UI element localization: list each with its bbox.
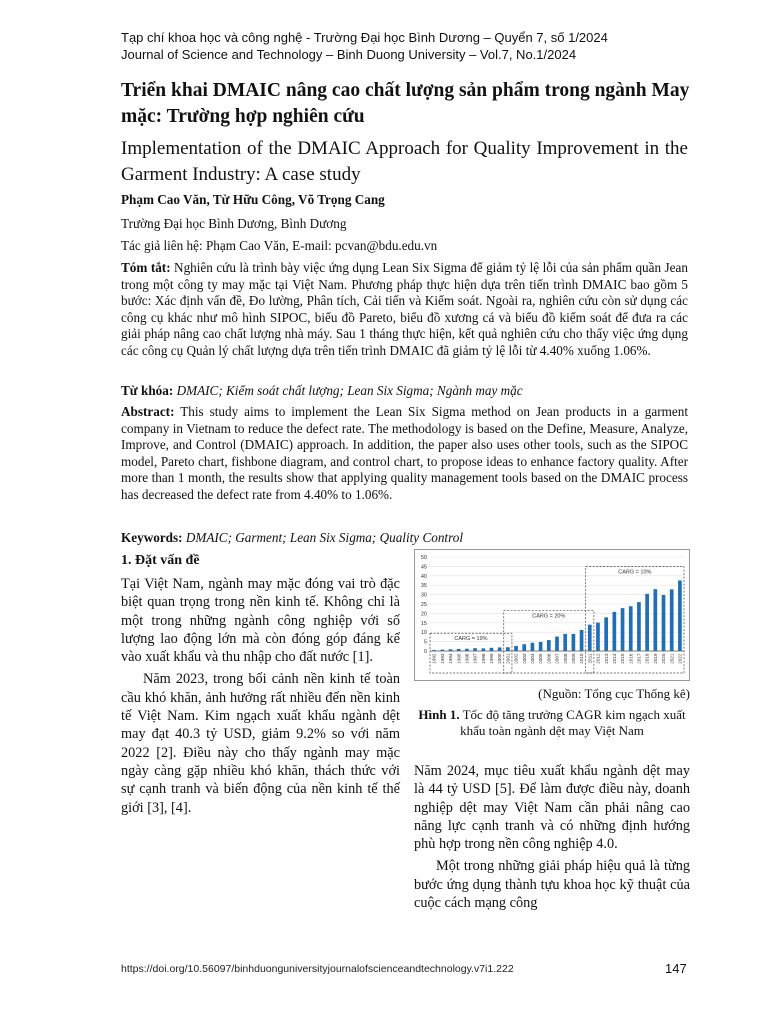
bar [670, 589, 674, 651]
y-tick-label: 30 [420, 592, 427, 599]
bar [514, 646, 518, 651]
x-tick-label: 2008 [562, 653, 568, 664]
bar [457, 649, 461, 651]
bar [572, 634, 576, 651]
bar [555, 637, 559, 651]
paragraph: Một trong những giải pháp hiệu quả là từng bước ứng dụng thành tựu khoa học kỹ thuật của cuộc cách mạng công [414, 858, 690, 912]
x-tick-label: 2018 [644, 653, 650, 664]
y-tick-label: 40 [420, 573, 427, 580]
y-tick-label: 5 [423, 639, 427, 646]
bar [498, 647, 502, 651]
x-tick-label: 1994 [448, 653, 454, 664]
x-tick-label: 2014 [611, 653, 617, 664]
figure-caption-text: Tốc độ tăng trưởng CAGR kim ngạch xuất khẩu toàn ngành dệt may Việt Nam [459, 707, 686, 738]
x-tick-label: 1997 [472, 653, 478, 664]
x-tick-label: 2001 [505, 653, 511, 664]
x-tick-label: 2005 [538, 653, 544, 664]
x-tick-label: 1998 [480, 653, 486, 664]
x-tick-label: 2016 [628, 653, 634, 664]
x-tick-label: 1992 [431, 653, 437, 664]
bar [604, 617, 608, 651]
bar [522, 644, 526, 651]
x-tick-label: 2015 [620, 653, 626, 664]
figure-caption-label: Hình 1. [418, 707, 460, 722]
bar [481, 648, 485, 651]
x-tick-label: 2000 [497, 653, 503, 664]
paragraph: Năm 2023, trong bối cảnh nền kinh tế toàn cầu khó khăn, ảnh hưởng rất nhiều đến nền kinh tế Việt Nam. Kim ngạch xuất khẩu ngành dệt may đạt 40.3 tỷ USD, giảm 9.2% so với năm 2022 [2]. Điều này cho thấy ngành may mặc ngày càng gặp nhiều khó khăn, thách thức với sự cạnh tranh và biến động của nền kinh tế thế giới [3], [4]. [121, 671, 400, 816]
journal-header-vi: Tạp chí khoa học và công nghệ - Trường Đại học Bình Dương – Quyển 7, số 1/2024 [121, 30, 608, 45]
x-tick-label: 2017 [636, 653, 642, 664]
y-tick-label: 0 [423, 649, 427, 655]
x-tick-label: 2011 [587, 653, 593, 664]
x-tick-label: 2019 [652, 653, 658, 664]
corresponding-author: Tác giả liên hệ: Phạm Cao Văn, E-mail: pcvan@bdu.edu.vn [121, 238, 438, 253]
abstract-en [121, 404, 688, 504]
bar [596, 623, 600, 651]
right-column [414, 762, 690, 912]
authors: Phạm Cao Văn, Từ Hữu Công, Võ Trọng Cang [121, 192, 385, 207]
bar [490, 648, 494, 651]
y-tick-label: 15 [420, 620, 427, 627]
abstract-en-label: Abstract: [121, 404, 175, 419]
bar [539, 642, 543, 651]
x-tick-label: 2004 [530, 653, 536, 664]
x-tick-label: 2020 [661, 653, 667, 664]
cagr-label: CARG = 19% [454, 636, 488, 643]
bar [621, 608, 625, 651]
page-number: 147 [665, 961, 687, 976]
y-tick-label: 10 [420, 630, 427, 637]
paragraph: Tại Việt Nam, ngành may mặc đóng vai trò đặc biệt quan trọng trong nền kinh tế. Không chỉ là một trong những ngành công nghiệp với số lượng lao động lớn mà còn đóng góp đáng kể vào xuất khẩu và thu nhập cho đất nước [1]. [121, 576, 400, 666]
x-tick-label: 1995 [456, 653, 462, 664]
x-tick-label: 1993 [439, 653, 445, 664]
bar [473, 648, 477, 651]
paragraph: Năm 2024, mục tiêu xuất khẩu ngành dệt may là 44 tỷ USD [5]. Để làm được điều này, doanh nghiệp dệt may Việt Nam cần phải nâng cao năng lực cạnh tranh và có những định hướng phù hợp trong nền công nghiệp 4.0. [414, 763, 690, 853]
bar [440, 650, 444, 651]
cagr-label: CARG = 10% [618, 569, 652, 576]
bar [449, 649, 453, 651]
abstract-vi-label: Tóm tắt: [121, 260, 171, 275]
x-tick-label: 2010 [579, 653, 585, 664]
bar [653, 589, 657, 651]
bar [531, 643, 535, 651]
bar [662, 595, 666, 651]
abstract-vi [121, 260, 688, 360]
y-tick-label: 35 [420, 583, 427, 590]
cagr-label: CARG = 20% [532, 613, 566, 620]
title-vietnamese: Triển khai DMAIC nâng cao chất lượng sản phẩm trong ngành May mặc: Trường hợp nghiên cứu [121, 80, 690, 127]
y-tick-label: 25 [420, 602, 427, 608]
doi-link[interactable]: https://doi.org/10.56097/binhduonguniversityjournalofscienceandtechnology.v7i1.222 [121, 963, 514, 975]
figure-source: (Nguồn: Tổng cục Thống kê) [538, 686, 690, 701]
section-heading: 1. Đặt vấn đề [121, 553, 200, 568]
y-tick-label: 45 [420, 564, 427, 571]
bar [506, 647, 510, 651]
y-tick-label: 20 [420, 611, 427, 618]
x-tick-label: 2012 [595, 653, 601, 664]
bar-chart [414, 549, 690, 681]
keywords-vi-text: DMAIC; Kiểm soát chất lượng; Lean Six Sigma; Ngành may mặc [173, 383, 523, 398]
abstract-en-text: This study aims to implement the Lean Six Sigma method on Jean products in a garment company in Vietnam to reduce the defect rate. The methodology is based on the Define, Measure, Analyze, Improve, and Control (DMAIC) approach. In addition, the paper also uses other tools, such as the SIPOC model, Pareto chart, fishbone diagram, and control chart, to propose ideas to enhance factory quality. After more than 1 month, the results show that applying quality management tools based on the DMAIC process has decreased the defect rate from 4.40% to 1.06%. [121, 404, 688, 502]
bar [629, 606, 633, 651]
x-tick-label: 1996 [464, 653, 470, 664]
affiliation: Trường Đại học Bình Dương, Bình Dương [121, 216, 347, 231]
keywords-vi-label: Từ khóa: [121, 383, 174, 398]
keywords-en-text: DMAIC; Garment; Lean Six Sigma; Quality Control [182, 530, 463, 545]
x-tick-label: 2022 [677, 653, 683, 664]
x-tick-label: 1999 [489, 653, 495, 664]
bar [613, 612, 617, 651]
keywords-en-label: Keywords: [121, 530, 183, 545]
journal-header-en: Journal of Science and Technology – Binh Duong University – Vol.7, No.1/2024 [121, 47, 577, 62]
bar [465, 649, 469, 651]
left-column [121, 575, 400, 817]
x-tick-label: 2009 [570, 653, 576, 664]
x-tick-label: 2007 [554, 653, 560, 664]
bar [563, 634, 567, 651]
bar [645, 594, 649, 651]
title-english: Implementation of the DMAIC Approach for Quality Improvement in the Garment Industry: A case study [121, 138, 688, 185]
x-tick-label: 2002 [513, 653, 519, 664]
bar [580, 630, 584, 651]
keywords-vi [121, 383, 688, 400]
keywords-en [121, 530, 688, 547]
bar [637, 602, 641, 651]
bar [678, 581, 682, 652]
x-tick-label: 2003 [521, 653, 527, 664]
bar [588, 625, 592, 651]
bar [547, 640, 551, 651]
x-tick-label: 2021 [669, 653, 675, 664]
y-tick-label: 50 [420, 555, 427, 561]
x-tick-label: 2006 [546, 653, 552, 664]
bar [432, 650, 436, 651]
x-tick-label: 2013 [603, 653, 609, 664]
figure-caption [414, 707, 690, 739]
abstract-vi-text: Nghiên cứu là trình bày việc ứng dụng Lean Six Sigma để giảm tỷ lệ lỗi của sản phẩm quần Jean trong một công ty may mặc tại Việt Nam. Phương pháp thực hiện dựa trên tiến trình DMAIC bao gồm 5 bước: Xác định vấn đề, Đo lường, Phân tích, Cải tiến và Kiểm soát. Ngoài ra, nghiên cứu còn sử dụng các công cụ khác như mô hình SIPOC, biểu đồ Pareto, biểu đồ xương cá và biểu đồ kiểm soát để đưa ra các giải pháp nâng cao chất lượng nhà máy. Sau 1 tháng thực hiện, kết quả nghiên cứu cho thấy việc ứng dụng các công cụ Quản lý chất lượng dựa trên tiến trình DMAIC đã giảm tỷ lệ lỗi từ 4.40% xuống 1.06%. [121, 260, 688, 358]
